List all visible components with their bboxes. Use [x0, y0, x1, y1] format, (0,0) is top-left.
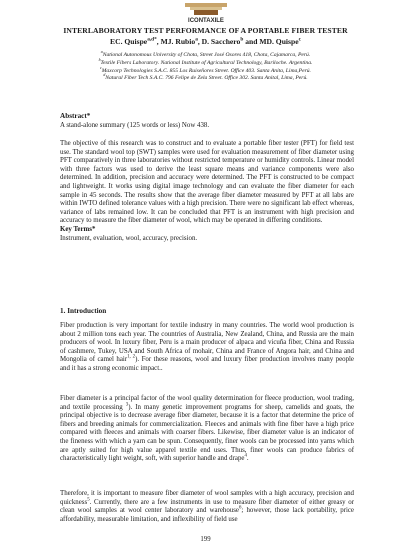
author-name: D. Sacchero	[201, 37, 241, 46]
abstract-note: A stand-alone summary (125 words or less) Now 438.	[60, 122, 210, 129]
affiliation-text: Maxcorp Technologies S.A.C. 855 Los Ruiseñores Street. Office 403. Santa Anita, Lima,Perú.	[101, 67, 311, 74]
paragraph-text	[60, 322, 354, 374]
affiliation-text: Natural Fiber Tech S.A.C. 796 Felipe de Zela Street. Office 302. Santa Anital, Lima, Perú.	[105, 75, 308, 82]
affiliation-sup: d	[103, 73, 106, 78]
keywords-heading: Key Terms*	[60, 225, 96, 233]
citation-sup: 3	[125, 402, 129, 408]
author-sup: a,d*	[147, 36, 157, 43]
paragraph-run: .	[246, 455, 249, 463]
paragraph-run: ; however, those lack portability, price affordability, measurable limitation, and inflexibility of field use	[60, 507, 354, 523]
paragraph-run: Fiber production is very important for textile industry in many countries. The world wool production is about 2 million tons each year. The countries of Australia, New Zealand, China, and Russia are the main producers of wool. In luxury fiber, Peru is a main producer of alpaca and vicuña fiber, China and Russia of cashmere, Tukey, USA and South Africa of mohair, China and France of Angora hair, and China and Mongolia of camel hair	[60, 322, 354, 364]
paragraph-run: Fiber diameter is a principal factor of the wool quality determination for fleece production, wool trading, and textile processing	[60, 395, 354, 411]
abstract-block	[60, 140, 354, 243]
affiliation-line	[20, 52, 391, 60]
page-number: 199	[200, 536, 211, 543]
affiliation-text: National Autonomous University of Chota, Street José Osores 418, Chota, Cajamarca, Perú.	[102, 52, 311, 58]
intro-paragraph-3	[60, 490, 354, 524]
affiliations	[20, 52, 391, 83]
paper-title: INTERLABORATORY TEST PERFORMANCE OF A PORTABLE FIBER TESTER	[63, 26, 348, 35]
logo-lettering: ICONTAXILE	[188, 18, 224, 24]
paragraph-run: . Currently, there are a few instruments in use to measure fiber diameter of either greasy or clean wool samples at wool center laboratory and warehouse	[60, 498, 354, 515]
paragraph-text	[60, 490, 354, 524]
abstract-heading: Abstract*	[60, 112, 91, 120]
author-sup: a	[195, 36, 198, 43]
citation-sup: 1, 2	[127, 355, 136, 361]
intro-paragraph-1	[60, 322, 354, 374]
affiliation-line	[20, 57, 391, 68]
journal-logo	[171, 3, 241, 25]
author-sup: c	[298, 36, 301, 43]
affiliation-text: Textile Fibers Laboratory. National Institute of Agricultural Technology, Bariloche. Argentina.	[100, 59, 313, 66]
citation-sup: 5	[87, 497, 90, 503]
author-name: MD. Quispe	[259, 37, 299, 46]
paragraph-run: ). In many genetic improvement programs for sheep, camelids and goats, the principal objective is to decrease average fiber diameter, because it is a factor that determine the price of fibers and breeding animals for commercialization. Fleeces and animals with fine fiber have a high price compared with fleeces and animals with coarser fibers. Likewise, fiber diameter value is an indicator of the fineness with which a yarn can be spun. Consequently, finer wools can be processed into yarns which are aptly suited for high value apparel textile end uses. Thus, finer wools can produce fabrics of characteristically light weight, soft, with superior handle and drape	[60, 403, 354, 463]
affiliation-line	[20, 75, 391, 83]
affiliation-sup: c	[100, 65, 102, 70]
affiliation-sup: b	[98, 57, 101, 62]
author-sup: b	[240, 36, 244, 43]
intro-paragraph-2	[60, 395, 354, 464]
affiliation-sup: a	[100, 50, 103, 55]
section-heading: 1. Introduction	[60, 307, 107, 315]
paragraph-run: ). For these reasons, wool and luxury fiber production involves many people and it has a strong economic impact..	[60, 356, 354, 372]
paragraph-run: Therefore, it is important to measure fiber diameter of wool samples with a high accuracy, precision and quickness	[60, 490, 354, 506]
author-list: EC. Quispe$^{a,d*}$, MJ. Rubio$^a$, D. Sacchero$^b$ and MD. Quispe$^c$	[110, 36, 301, 46]
keywords-text: Instrument, evaluation, wool, accuracy, precision.	[60, 234, 198, 242]
paragraph-text	[60, 395, 354, 464]
author-name: MJ. Rubio	[160, 37, 196, 46]
abstract-text: The objective of this research was to construct and to evaluate a portable fiber tester (PFT) for field test use. The standard wool top (SWT) samples were used for evaluation measurement of fiber diameter using PFT comparatively in three laboratories without restricted temperature or humidity controls. Linear model with three factors was used to derive the least square means and variance components were also determined. In addition, precision and accuracy were determined. The PFT is constructed to be compact and lightweight. It works using digital image technology and can evaluate the fiber diameter for each sample in 45 seconds. The results show that the average fiber diameter measured by PFT at all labs are within IWTO defined tolerance values with a high precision. There were no significant lab effect whereas, variance of labs remained low. It can be concluded that PFT is an instrument with high precision and accuracy to measure the fiber diameter of wool, which may be operated in differing conditions.	[60, 140, 354, 225]
author-name: EC. Quispe	[110, 37, 148, 46]
citation-sup: 6	[238, 505, 242, 511]
citation-sup: 4	[244, 453, 247, 459]
